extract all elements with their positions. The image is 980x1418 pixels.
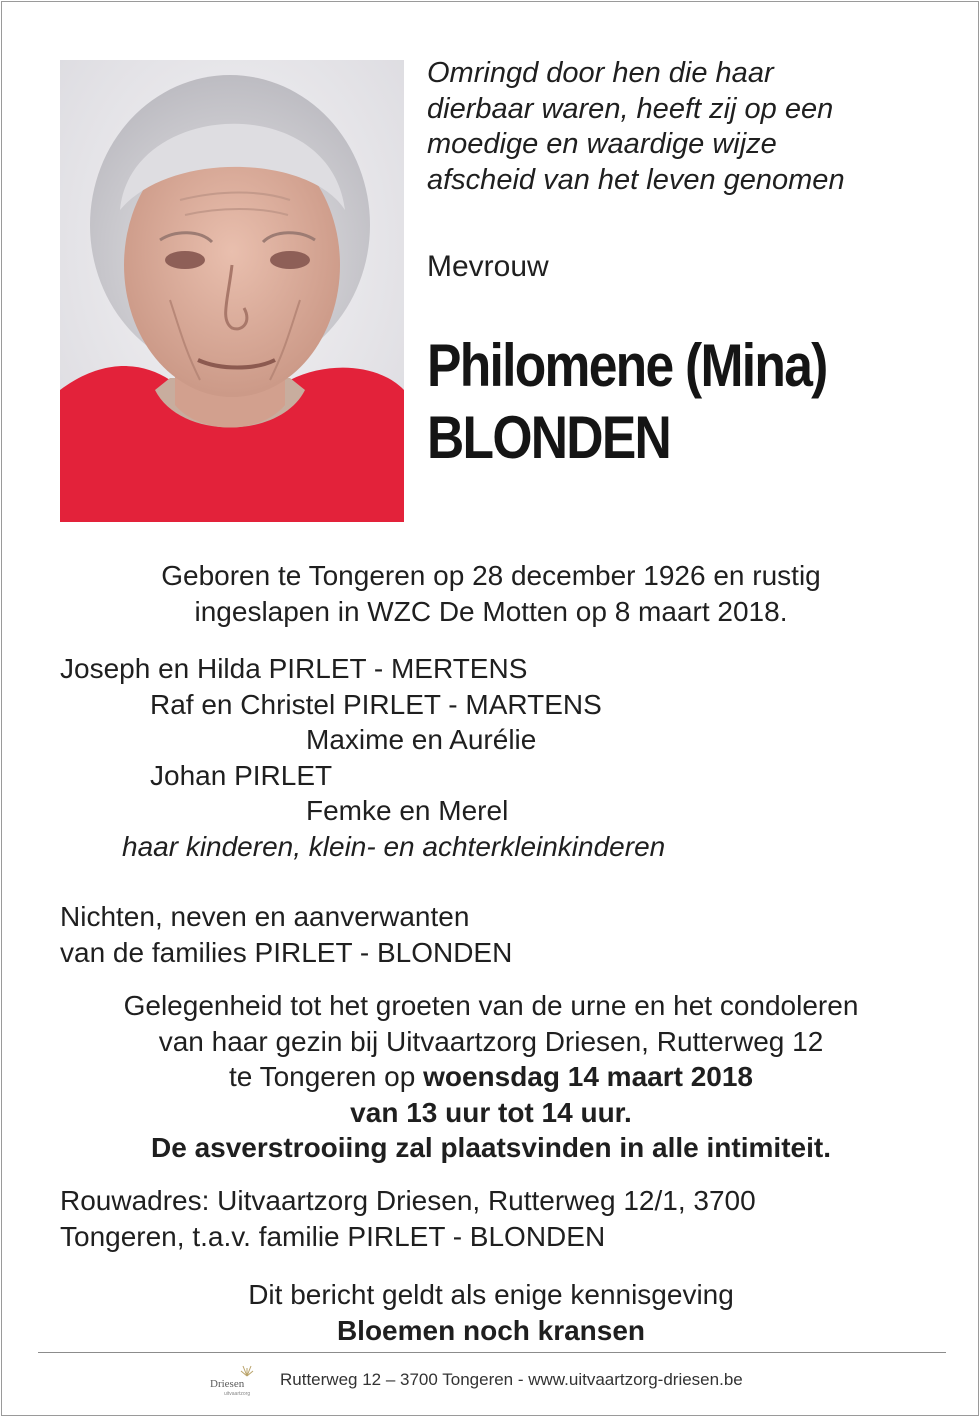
- family-line: Raf en Christel PIRLET - MARTENS: [150, 688, 602, 720]
- honorific: Mevrouw: [427, 250, 549, 283]
- family-list: [60, 651, 940, 864]
- deceased-name: [427, 330, 883, 474]
- relatives: [60, 899, 940, 970]
- family-line: Johan PIRLET: [150, 759, 333, 791]
- quote-line: dierbaar waren, heeft zij op een: [427, 92, 834, 125]
- visit-line: [2, 1059, 980, 1095]
- birth-death-info: [2, 558, 980, 629]
- visit-time: van 13 uur tot 14 uur.: [350, 1096, 632, 1128]
- footer-divider: [38, 1352, 946, 1353]
- quote-line: moedige en waardige wijze: [427, 128, 777, 160]
- relatives-line: van de families PIRLET - BLONDEN: [60, 936, 513, 968]
- notice-line: Dit bericht geldt als enige kennisgeving: [248, 1279, 734, 1310]
- address-line: Rouwadres: Uitvaartzorg Driesen, Rutterweg 12/1, 3700: [60, 1185, 756, 1216]
- first-name: Philomene (Mina): [427, 332, 827, 399]
- family-line: Femke en Merel: [306, 795, 509, 826]
- quote-text: [427, 56, 947, 198]
- logo-text: Driesen: [210, 1378, 245, 1390]
- visitation-info: [2, 988, 980, 1166]
- visit-date: woensdag 14 maart 2018: [423, 1061, 754, 1092]
- quote-line: Omringd door hen die haar: [427, 57, 774, 89]
- last-name: BLONDEN: [427, 404, 671, 471]
- family-line: Maxime en Aurélie: [306, 724, 537, 755]
- visit-line: Gelegenheid tot het groeten van de urne en het condoleren: [123, 990, 859, 1021]
- visit-line-pre: te Tongeren op: [228, 1061, 424, 1092]
- footer-contact: Rutterweg 12 – 3700 Tongeren - www.uitvaartzorg-driesen.be: [280, 1370, 743, 1389]
- family-line: Joseph en Hilda PIRLET - MERTENS: [60, 653, 528, 684]
- footer: [2, 1364, 980, 1398]
- born-line: Geboren te Tongeren op 28 december 1926 en rustig: [161, 560, 821, 591]
- address-line: Tongeren, t.a.v. familie PIRLET - BLONDEN: [60, 1220, 606, 1252]
- mourning-address: [60, 1183, 940, 1254]
- relatives-line: Nichten, neven en aanverwanten: [60, 901, 470, 932]
- portrait-illustration: [60, 60, 404, 522]
- obituary-card: [1, 1, 979, 1416]
- quote-line: afscheid van het leven genomen: [427, 163, 845, 196]
- ash-scattering-note: De asverstrooiing zal plaatsvinden in alle intimiteit.: [151, 1132, 831, 1163]
- driesen-logo: [207, 1364, 267, 1398]
- visit-line: van haar gezin bij Uitvaartzorg Driesen, Rutterweg 12: [158, 1025, 824, 1057]
- born-line: ingeslapen in WZC De Motten op 8 maart 2018.: [194, 595, 788, 627]
- family-caption: haar kinderen, klein- en achterkleinkinderen: [122, 830, 666, 862]
- notice: [2, 1277, 980, 1348]
- no-flowers-line: Bloemen noch kransen: [336, 1314, 646, 1346]
- logo-subtext: uitvaartzorg: [224, 1391, 251, 1397]
- portrait-photo: [60, 60, 404, 522]
